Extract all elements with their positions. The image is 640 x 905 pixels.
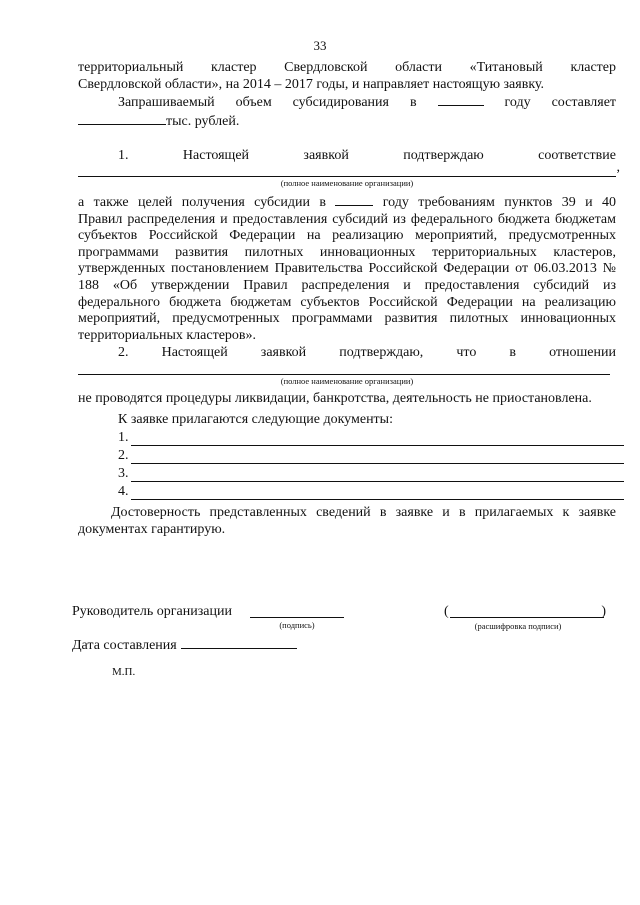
signature-field[interactable] <box>250 617 344 618</box>
clause-2-body: не проводятся процедуры ликвидации, банкротства, деятельность не приостановлена. <box>78 390 592 406</box>
document-field-3[interactable] <box>131 469 625 482</box>
subsidy-amount-field[interactable] <box>78 112 166 125</box>
document-field-4[interactable] <box>131 487 625 500</box>
subsidy-amount-unit: тыс. рублей. <box>166 113 240 129</box>
clause-1-text-a: а также целей получения субсидии в <box>78 194 326 210</box>
subsidy-volume-text-a: Запрашиваемый объем субсидирования в <box>118 95 417 111</box>
org-name-caption-2: (полное наименование организации) <box>280 375 414 386</box>
subsidy-volume-text-b: году составляет <box>504 95 617 111</box>
document-item-2: 2. <box>78 446 616 464</box>
clause-1-text-b: году требованиям пунктов 39 и 40 <box>382 194 617 210</box>
org-name-field-2[interactable] <box>78 368 610 375</box>
org-name-field-1[interactable]: , <box>78 170 616 177</box>
stamp-place: М.П. <box>112 666 136 678</box>
signature-caption: (подпись) <box>279 620 315 630</box>
subsidy-year-field[interactable] <box>438 93 484 106</box>
clause-1-body: Правил распределения и предоставления субсидий из федерального бюджета бюджетам субъектов Российской Федерации на реализацию мероприятий, предусмотренных программами развития пилотных инновационных территориальных кластеров, утвержденных постановлением Правительства Российской Федерации от 06.03.2013 № 188 «Об утверждении Правил распределения и предоставления субсидий из федерального бюджета бюджетам субъектов Российской Федерации на реализацию мероприятий, предусмотренных программами развития пилотных инновационных территориальных кластеров». <box>78 211 616 343</box>
document-body <box>78 60 620 538</box>
document-page: 33 территориальный кластер Свердловской области «Титановый кластер Свердловской области», на 2014 – 2017 годы, и направляет настоящую заявку. Запрашиваемый объем субсидирования в году составляет тыс. рублей. 1. Настоящей заявкой подтверждаю соответствие , (полное наименование организации) а также целей получения субсидии в году требованиям пунктов 39 и 40 Правил распределения и предоставления субсидий из федерального бюджета бюджетам субъектов Российской Федерации на реализацию мероприятий, предусмотренных программами развития пилотных инновационных территориальных кластеров, утвержденных постановлением Правительства Российской Федерации от 06.03.2013 № 188 «Об утверждении Правил распределения и предоставления субсидий из федерального бюджета бюджетам субъектов Российской Федерации на реализацию мероприятий, предусмотренных программами развития пилотных инновационных территориальных кластеров». 2. Настоящей заявкой подтверждаю, что в отношении (полное наименование организации) не проводятся процедуры ликвидации, банкротства, деятельность не приостановлена. К заявке прилагаются следующие документы: 1. 2. 3. 4. Достоверность представленных сведений в заявке и в прилагаемых к заявке документах гарантирую. Руководитель организации (подпись) ( ) (расшифровка подписи) Дата составления М.П. <box>0 0 640 905</box>
document-item-1: 1. <box>78 428 616 446</box>
subsidy-volume-line <box>78 93 616 112</box>
document-item-4: 4. <box>78 482 616 500</box>
reliability-statement: Достоверность представленных сведений в заявке и в прилагаемых к заявке документах гарантирую. <box>78 505 616 537</box>
clause-1-heading: 1. Настоящей заявкой подтверждаю соответствие <box>118 148 616 164</box>
date-label: Дата составления <box>72 638 177 653</box>
document-item-3: 3. <box>78 464 616 482</box>
document-field-2[interactable] <box>131 451 625 464</box>
intro-line-2: Свердловской области», на 2014 – 2017 годы, и направляет настоящую заявку. <box>78 76 545 92</box>
documents-intro: К заявке прилагаются следующие документы: <box>118 411 393 427</box>
page-number: 33 <box>313 38 327 53</box>
clause-2-heading: 2. Настоящей заявкой подтверждаю, что в отношении <box>118 345 616 361</box>
date-block <box>72 636 297 654</box>
subsidy-goal-year-field[interactable] <box>335 193 373 206</box>
date-field[interactable] <box>181 636 297 649</box>
document-field-1[interactable] <box>131 433 625 446</box>
signature-decode-caption: (расшифровка подписи) <box>474 621 562 631</box>
signature-label: Руководитель организации <box>72 604 232 619</box>
intro-line-1: территориальный кластер Свердловской области «Титановый кластер <box>78 60 616 75</box>
clause-1-line-1 <box>78 193 616 212</box>
subsidy-amount-line <box>78 112 616 131</box>
org-name-caption-1: (полное наименование организации) <box>280 177 414 188</box>
